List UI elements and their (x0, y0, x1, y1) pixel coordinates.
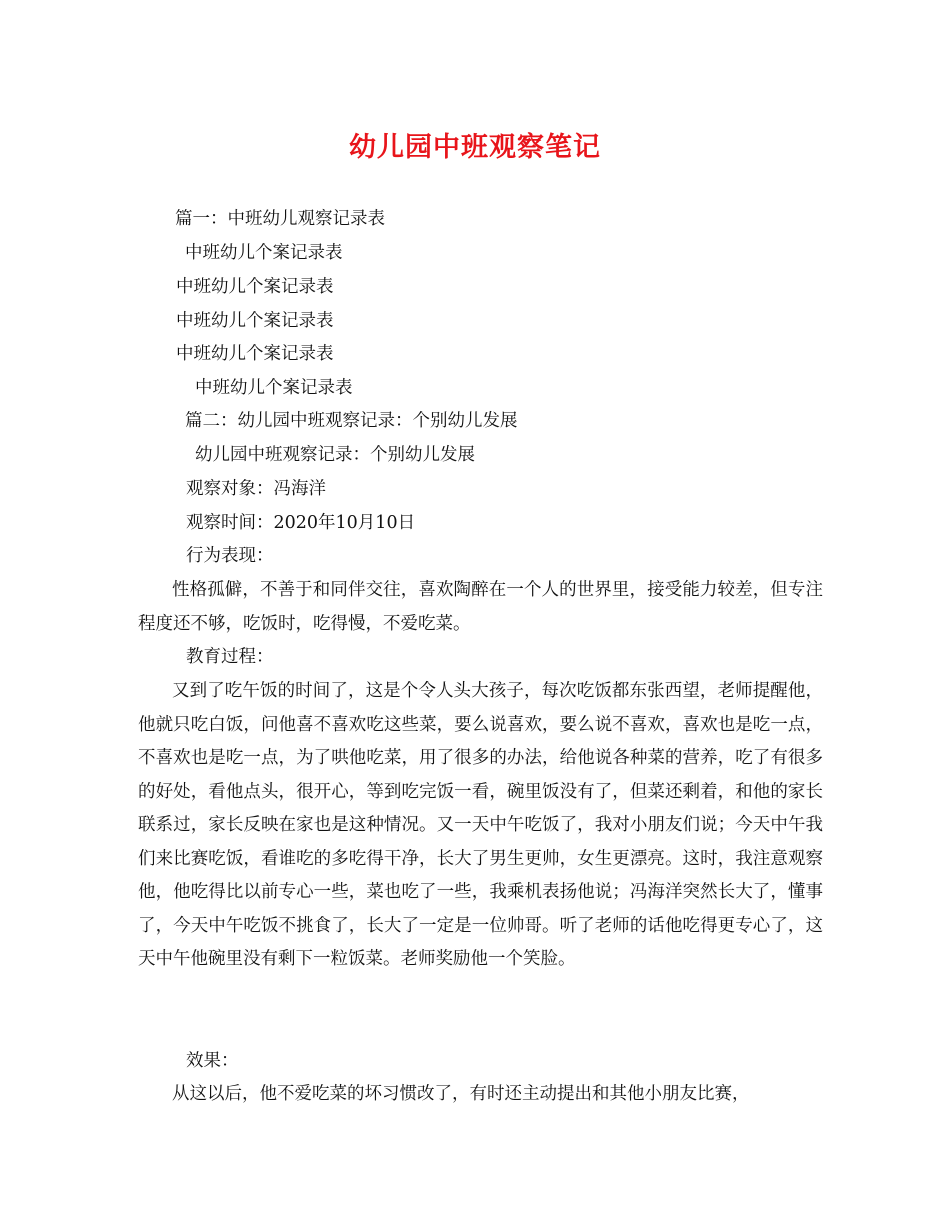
effect-heading: 效果： (186, 1051, 239, 1071)
effect-paragraph: 从这以后，他不爱吃菜的坏习惯改了，有时还主动提出和其他小朋友比赛， (172, 1084, 750, 1104)
document-title: 幼儿园中班观察笔记 (349, 132, 601, 163)
section-heading-2: 篇二：幼儿园中班观察记录：个别幼儿发展 (185, 411, 518, 431)
education-paragraph: 又到了吃午饭的时间了，这是个令人头大孩子，每次吃饭都东张西望，老师提醒他，他就只吃白饭，问他喜不喜欢吃这些菜，要么说喜欢，要么说不喜欢，喜欢也是吃一点，不喜欢也是吃一点，为了哄他吃菜，用了很多的办法，给他说各种菜的营养，吃了有很多的好处，看他点头，很开心，等到吃完饭一看，碗里饭没有了，但菜还剩着，和他的家长联系过，家长反映在家也是这种情况。又一天中午吃饭了，我对小朋友们说；今天中午我们来比赛吃饭，看谁吃的多吃得干净，长大了男生更帅，女生更漂亮。这时，我注意观察他，他吃得比以前专心一些，菜也吃了一些，我乘机表扬他说；冯海洋突然长大了，懂事了，今天中午吃饭不挑食了，长大了一定是一位帅哥。听了老师的话他吃得更专心了，这天中午他碗里没有剩下一粒饭菜。老师奖励他一个笑脸。 (138, 681, 823, 969)
education-heading: 教育过程： (186, 647, 274, 667)
observation-date: 观察时间：2020年10月10日 (186, 513, 416, 533)
behavior-paragraph: 性格孤僻，不善于和同伴交往，喜欢陶醉在一个人的世界里，接受能力较差，但专注程度还不够，吃饭时，吃得慢，不爱吃菜。 (138, 580, 823, 634)
section-heading-1: 篇一：中班幼儿观察记录表 (175, 209, 385, 229)
record-table-label: 中班幼儿个案记录表 (176, 277, 334, 297)
record-table-label: 中班幼儿个案记录表 (185, 243, 343, 263)
behavior-heading: 行为表现： (186, 546, 274, 566)
record-table-label: 中班幼儿个案记录表 (176, 344, 334, 364)
record-table-label: 中班幼儿个案记录表 (195, 378, 353, 398)
record-table-label: 中班幼儿个案记录表 (176, 311, 334, 331)
subtitle: 幼儿园中班观察记录：个别幼儿发展 (195, 445, 475, 465)
observation-subject: 观察对象：冯海洋 (186, 479, 326, 499)
